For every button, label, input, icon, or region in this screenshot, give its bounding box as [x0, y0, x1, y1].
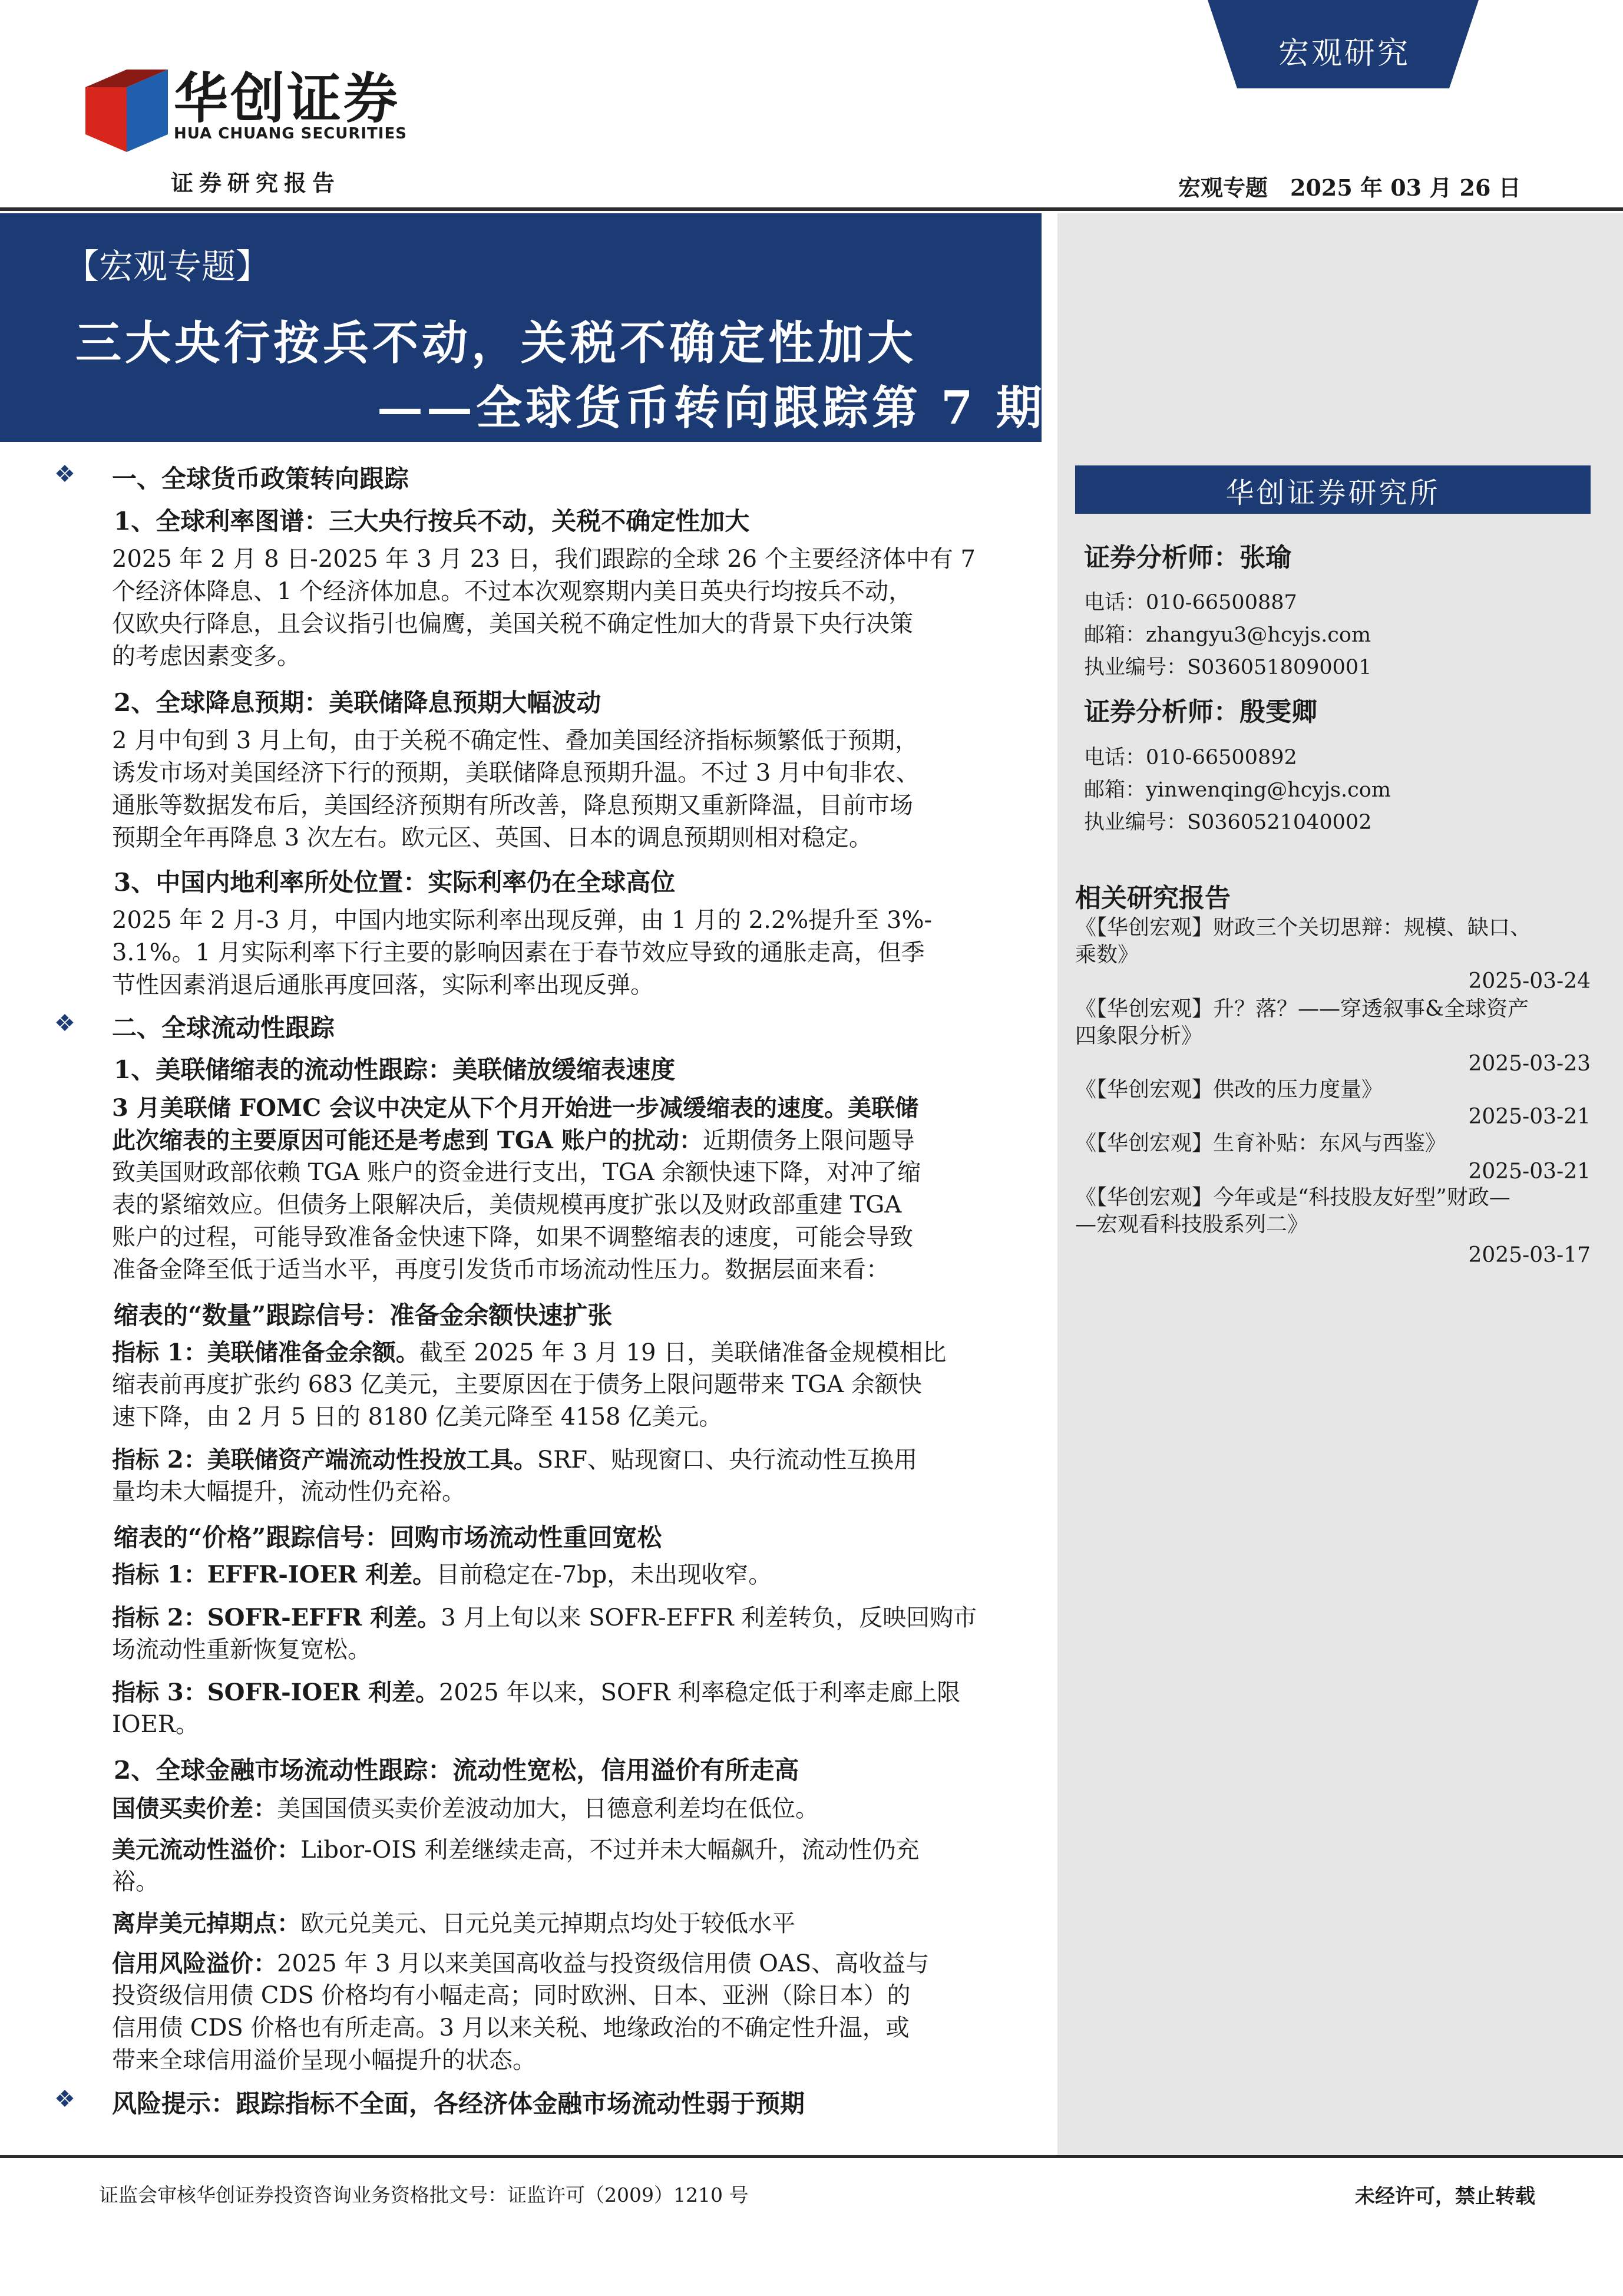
indicator-text: 2025 年 3 月以来美国高收益与投资级信用债 OAS、高收益与 [277, 1950, 930, 1977]
analyst-phone: 电话：010-66500887 [1084, 591, 1297, 615]
report-meta: 宏观专题 2025 年 03 月 26 日 [1178, 174, 1521, 201]
indicator-label: 指标 1：EFFR-IOER 利差。 [112, 1561, 437, 1588]
paragraph-line: 2 月中旬到 3 月上旬，由于关税不确定性、叠加美国经济指标频繁低于预期， [112, 727, 919, 754]
indicator-text: Libor-OIS 利差继续走高，不过并未大幅飙升，流动性仍充 [300, 1836, 920, 1864]
related-reports-title: 相关研究报告 [1075, 883, 1231, 913]
indicator-line [112, 1834, 919, 1867]
related-report-date: 2025-03-23 [1468, 1052, 1591, 1076]
indicator-line [112, 1907, 795, 1941]
paragraph-line: 2025 年 2 月 8 日-2025 年 3 月 23 日，我们跟踪的全球 26 个主要经济体中有 7 [112, 546, 976, 573]
paragraph-line: 2025 年 2 月-3 月，中国内地实际利率出现反弹，由 1 月的 2.2%提升至 3%- [112, 907, 932, 934]
subsection-heading: 1、美联储缩表的流动性跟踪：美联储放缓缩表速度 [114, 1055, 676, 1084]
paragraph-line: IOER。 [112, 1711, 199, 1738]
paragraph-line: 诱发市场对美国经济下行的预期，美联储降息预期升温。不过 3 月中旬非农、 [112, 759, 920, 787]
indicator-label: 国债买卖价差： [112, 1795, 277, 1822]
category-tab-label: 宏观研究 [1278, 36, 1411, 71]
indicator-text: 欧元兑美元、日元兑美元掉期点均处于较低水平 [300, 1910, 795, 1937]
paragraph-line: 仅欧央行降息，且会议指引也偏鹰，美国关税不确定性加大的背景下央行决策 [112, 610, 913, 637]
indicator-label: 指标 2：SOFR-EFFR 利差。 [112, 1604, 441, 1631]
indicator-line [112, 1676, 960, 1710]
indicator-line [112, 1558, 772, 1592]
indicator-line [112, 1792, 819, 1826]
risk-warning: 风险提示：跟踪指标不全面，各经济体金融市场流动性弱于预期 [112, 2089, 805, 2118]
logo-mark [85, 70, 168, 152]
indicator-text: 3 月上旬以来 SOFR-EFFR 利差转负，反映回购市 [441, 1604, 977, 1631]
paragraph-line: 致美国财政部依赖 TGA 账户的资金进行支出，TGA 余额快速下降，对冲了缩 [112, 1159, 921, 1186]
institute-name: 华创证券研究所 [1225, 477, 1440, 510]
subsection-heading: 2、全球金融市场流动性跟踪：流动性宽松，信用溢价有所走高 [114, 1756, 799, 1785]
paragraph-line: 的考虑因素变多。 [112, 643, 300, 670]
paragraph-line: 准备金降至低于适当水平，再度引发货币市场流动性压力。数据层面来看： [112, 1256, 890, 1283]
indicator-line [112, 1947, 929, 1981]
analyst-license: 执业编号：S0360521040002 [1084, 811, 1372, 834]
indicator-label: 指标 1：美联储准备金余额。 [112, 1339, 419, 1366]
paragraph-line: 信用债 CDS 价格也有所走高。3 月以来关税、地缘政治的不确定性升温，或 [112, 2014, 910, 2041]
section-bullet-icon: ❖ [54, 2086, 75, 2113]
section-bullet-icon: ❖ [54, 461, 75, 488]
related-report-date: 2025-03-21 [1468, 1105, 1591, 1129]
signal-heading: 缩表的“价格”跟踪信号：回购市场流动性重回宽松 [114, 1523, 662, 1552]
paragraph-line: 裕。 [112, 1868, 159, 1895]
paragraph-line: 缩表前再度扩张约 683 亿美元，主要原因在于债务上限问题带来 TGA 余额快 [112, 1371, 922, 1398]
paragraph-line: 量均未大幅提升，流动性仍充裕。 [112, 1478, 465, 1505]
signal-heading: 缩表的“数量”跟踪信号：准备金余额快速扩张 [114, 1301, 613, 1330]
banner-tag: 【宏观专题】 [65, 246, 270, 286]
indicator-label: 美元流动性溢价： [112, 1836, 300, 1864]
paragraph-line: 带来全球信用溢价呈现小幅提升的状态。 [112, 2047, 536, 2074]
report-type-label: 证券研究报告 [171, 170, 341, 196]
subsection-heading: 1、全球利率图谱：三大央行按兵不动，关税不确定性加大 [114, 507, 750, 536]
analyst-name: 证券分析师：张瑜 [1084, 543, 1291, 573]
indicator-text: 目前稳定在-7bp，未出现收窄。 [436, 1561, 772, 1588]
logo-text-cn: 华创证券 [174, 67, 401, 130]
subsection-heading: 2、全球降息预期：美联储降息预期大幅波动 [114, 688, 601, 717]
page-subtitle: ——全球货币转向跟踪第 7 期 [377, 381, 1046, 435]
subsection-heading: 3、中国内地利率所处位置：实际利率仍在全球高位 [114, 868, 676, 897]
footer-copyright: 未经许可，禁止转载 [1355, 2185, 1535, 2208]
indicator-text: 2025 年以来，SOFR 利率稳定低于利率走廊上限 [438, 1679, 961, 1706]
paragraph-line: 表的紧缩效应。但债务上限解决后，美债规模再度扩张以及财政部重建 TGA [112, 1191, 902, 1218]
paragraph-bold-lead: 此次缩表的主要原因可能还是考虑到 TGA 账户的扰动： [112, 1126, 703, 1154]
page-title: 三大央行按兵不动，关税不确定性加大 [75, 316, 917, 370]
indicator-label: 指标 2：美联储资产端流动性投放工具。 [112, 1446, 537, 1474]
related-report-link[interactable]: —宏观看科技股系列二》 [1075, 1213, 1309, 1237]
indicator-text: SRF、贴现窗口、央行流动性互换用 [537, 1446, 918, 1474]
related-report-date: 2025-03-21 [1468, 1159, 1591, 1184]
indicator-line [112, 1443, 917, 1477]
paragraph-line: 场流动性重新恢复宽松。 [112, 1636, 371, 1663]
analyst-phone: 电话：010-66500892 [1084, 746, 1297, 769]
footer-license: 证监会审核华创证券投资咨询业务资格批文号：证监许可（2009）1210 号 [99, 2183, 749, 2206]
logo-text-en: HUA CHUANG SECURITIES [174, 125, 407, 143]
paragraph-line: 通胀等数据发布后，美国经济预期有所改善，降息预期又重新降温，目前市场 [112, 792, 913, 819]
paragraph-line: 预期全年再降息 3 次左右。欧元区、英国、日本的调息预期则相对稳定。 [112, 824, 872, 851]
section-heading: 一、全球货币政策转向跟踪 [112, 464, 409, 493]
related-report-link[interactable]: 《【华创宏观】今年或是“科技股友好型”财政— [1075, 1185, 1510, 1210]
paragraph-line: 账户的过程，可能导致准备金快速下降，如果不调整缩表的速度，可能会导致 [112, 1224, 913, 1251]
related-report-link[interactable]: 《【华创宏观】升？落？——穿透叙事&全球资产 [1075, 997, 1529, 1021]
related-report-link[interactable]: 《【华创宏观】供改的压力度量》 [1075, 1078, 1383, 1102]
related-report-link[interactable]: 《【华创宏观】生育补贴：东风与西鉴》 [1075, 1131, 1447, 1155]
analyst-name: 证券分析师：殷雯卿 [1084, 697, 1317, 727]
header-divider [0, 207, 1623, 211]
section-bullet-icon: ❖ [54, 1010, 75, 1037]
indicator-text: 美国国债买卖价差波动加大，日德意利差均在低位。 [277, 1795, 819, 1822]
footer-divider [0, 2155, 1623, 2158]
indicator-label: 信用风险溢价： [112, 1950, 277, 1977]
analyst-email[interactable]: 邮箱：yinwenqing@hcyjs.com [1084, 778, 1391, 802]
paragraph-text: 近期债务上限问题导 [702, 1127, 915, 1154]
indicator-text: 截至 2025 年 3 月 19 日，美联储准备金规模相比 [419, 1339, 947, 1366]
paragraph-line-bold: 3 月美联储 FOMC 会议中决定从下个月开始进一步减缓缩表的速度。美联储 [112, 1094, 918, 1122]
paragraph-line: 速下降，由 2 月 5 日的 8180 亿美元降至 4158 亿美元。 [112, 1403, 723, 1431]
section-heading: 二、全球流动性跟踪 [112, 1013, 335, 1042]
paragraph-line: 个经济体降息、1 个经济体加息。不过本次观察期内美日英央行均按兵不动， [112, 578, 913, 605]
paragraph-line: 3.1%。1 月实际利率下行主要的影响因素在于春节效应导致的通胀走高，但季 [112, 939, 925, 966]
related-report-link[interactable]: 四象限分析》 [1075, 1024, 1203, 1048]
indicator-line [112, 1336, 946, 1370]
paragraph-line [112, 1124, 915, 1158]
paragraph-line: 节性因素消退后通胀再度回落，实际利率出现反弹。 [112, 972, 654, 999]
related-report-link[interactable]: 乘数》 [1075, 943, 1139, 967]
analyst-license: 执业编号：S0360518090001 [1084, 656, 1372, 679]
related-report-link[interactable]: 《【华创宏观】财政三个关切思辩：规模、缺口、 [1075, 916, 1532, 940]
indicator-label: 离岸美元掉期点： [112, 1910, 300, 1937]
related-report-date: 2025-03-17 [1468, 1243, 1591, 1267]
indicator-label: 指标 3：SOFR-IOER 利差。 [112, 1679, 439, 1706]
related-report-date: 2025-03-24 [1468, 969, 1591, 993]
paragraph-line: 投资级信用债 CDS 价格均有小幅走高；同时欧洲、日本、亚洲（除日本）的 [112, 1982, 911, 2009]
indicator-line [112, 1601, 977, 1635]
analyst-email[interactable]: 邮箱：zhangyu3@hcyjs.com [1084, 623, 1371, 647]
